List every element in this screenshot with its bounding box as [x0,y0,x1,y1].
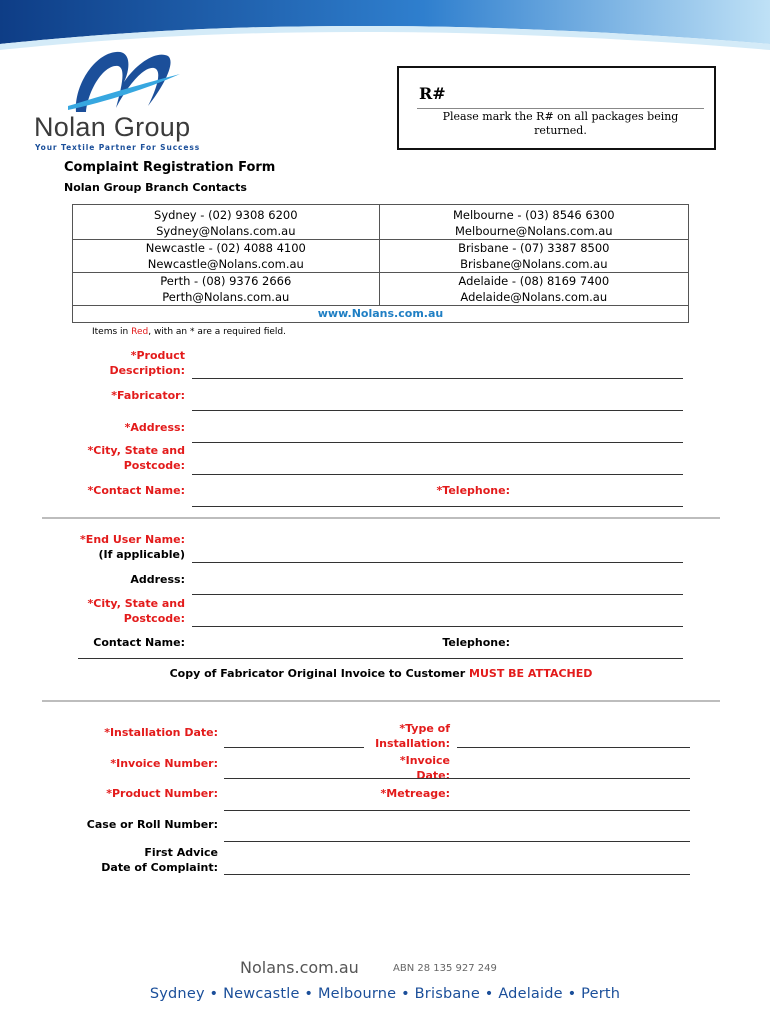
table-row [73,273,689,306]
invoice-number-label: *Invoice Number: [110,757,218,770]
invoice-attachment-notice: Copy of Fabricator Original Invoice to Customer MUST BE ATTACHED [169,667,593,680]
installation-date-label: *Installation Date: [104,726,218,739]
end-user-name-field[interactable] [192,562,683,563]
product-description-field[interactable] [192,378,683,379]
table-row [73,306,689,323]
logo-mark-icon [64,46,184,114]
address-field[interactable] [192,442,683,443]
city-state-postcode-label: *City, State and Postcode: [87,444,185,472]
table-row [73,240,689,273]
end-user-address-label: Address: [130,573,185,586]
end-user-contact-field[interactable] [78,658,683,659]
fabricator-label: *Fabricator: [111,389,185,402]
footer-website[interactable]: Nolans.com.au [240,958,359,977]
table-cell: Brisbane - (07) 3387 8500 Brisbane@Nolans.com.au [379,240,688,273]
table-cell: Newcastle - (02) 4088 4100 Newcastle@Nolans.com.au [73,240,380,273]
end-user-city-field[interactable] [192,626,683,627]
logo-wordmark: Nolan Group [34,112,191,142]
address-label: *Address: [124,421,185,434]
end-user-city-label: *City, State and Postcode: [87,597,185,625]
product-number-metreage-field[interactable] [224,810,690,811]
invoice-number-date-field[interactable] [224,778,690,779]
fabricator-field[interactable] [192,410,683,411]
logo-tagline: Your Textile Partner For Success [35,143,201,152]
return-number-label: R# [419,84,446,103]
contact-telephone-field[interactable] [192,506,683,507]
city-state-postcode-field[interactable] [192,474,683,475]
branch-contacts-heading: Nolan Group Branch Contacts [64,181,247,194]
section-divider [42,517,720,519]
table-cell: Adelaide - (08) 8169 7400 Adelaide@Nolans.com.au [379,273,688,306]
end-user-telephone-label: Telephone: [442,636,510,649]
installation-type-field[interactable] [457,747,690,748]
first-advice-date-label: First Advice Date of Complaint: [101,846,218,874]
installation-type-label: *Type of Installation: [375,722,450,750]
company-logo [30,46,220,156]
return-number-line[interactable] [417,108,704,109]
first-advice-date-field[interactable] [224,874,690,875]
return-number-note: Please mark the R# on all packages being returned. [442,110,679,137]
branch-contacts-table [72,204,689,323]
table-row [73,205,689,240]
product-description-label: *Product Description: [109,349,185,377]
invoice-date-label: *Invoice Date: [399,754,450,782]
footer-abn: ABN 28 135 927 249 [393,963,497,974]
case-roll-number-field[interactable] [224,841,690,842]
website-link[interactable]: www.Nolans.com.au [73,306,689,323]
product-number-label: *Product Number: [106,787,218,800]
required-field-note: Items in Red, with an * are a required field. [92,327,286,337]
end-user-name-label: *End User Name: (If applicable) [80,533,185,561]
telephone-label: *Telephone: [436,484,510,497]
section-divider [42,700,720,702]
form-title: Complaint Registration Form [64,160,276,175]
table-cell: Melbourne - (03) 8546 6300 Melbourne@Nolans.com.au [379,205,688,240]
end-user-contact-name-label: Contact Name: [93,636,185,649]
installation-date-field[interactable] [224,747,364,748]
case-roll-number-label: Case or Roll Number: [86,818,218,831]
end-user-address-field[interactable] [192,594,683,595]
metreage-label: *Metreage: [380,787,450,800]
contact-name-label: *Contact Name: [87,484,185,497]
return-number-box [397,66,716,150]
table-cell: Sydney - (02) 9308 6200 Sydney@Nolans.com.au [73,205,380,240]
table-cell: Perth - (08) 9376 2666 Perth@Nolans.com.au [73,273,380,306]
footer-cities: Sydney • Newcastle • Melbourne • Brisbane • Adelaide • Perth [149,986,621,1002]
